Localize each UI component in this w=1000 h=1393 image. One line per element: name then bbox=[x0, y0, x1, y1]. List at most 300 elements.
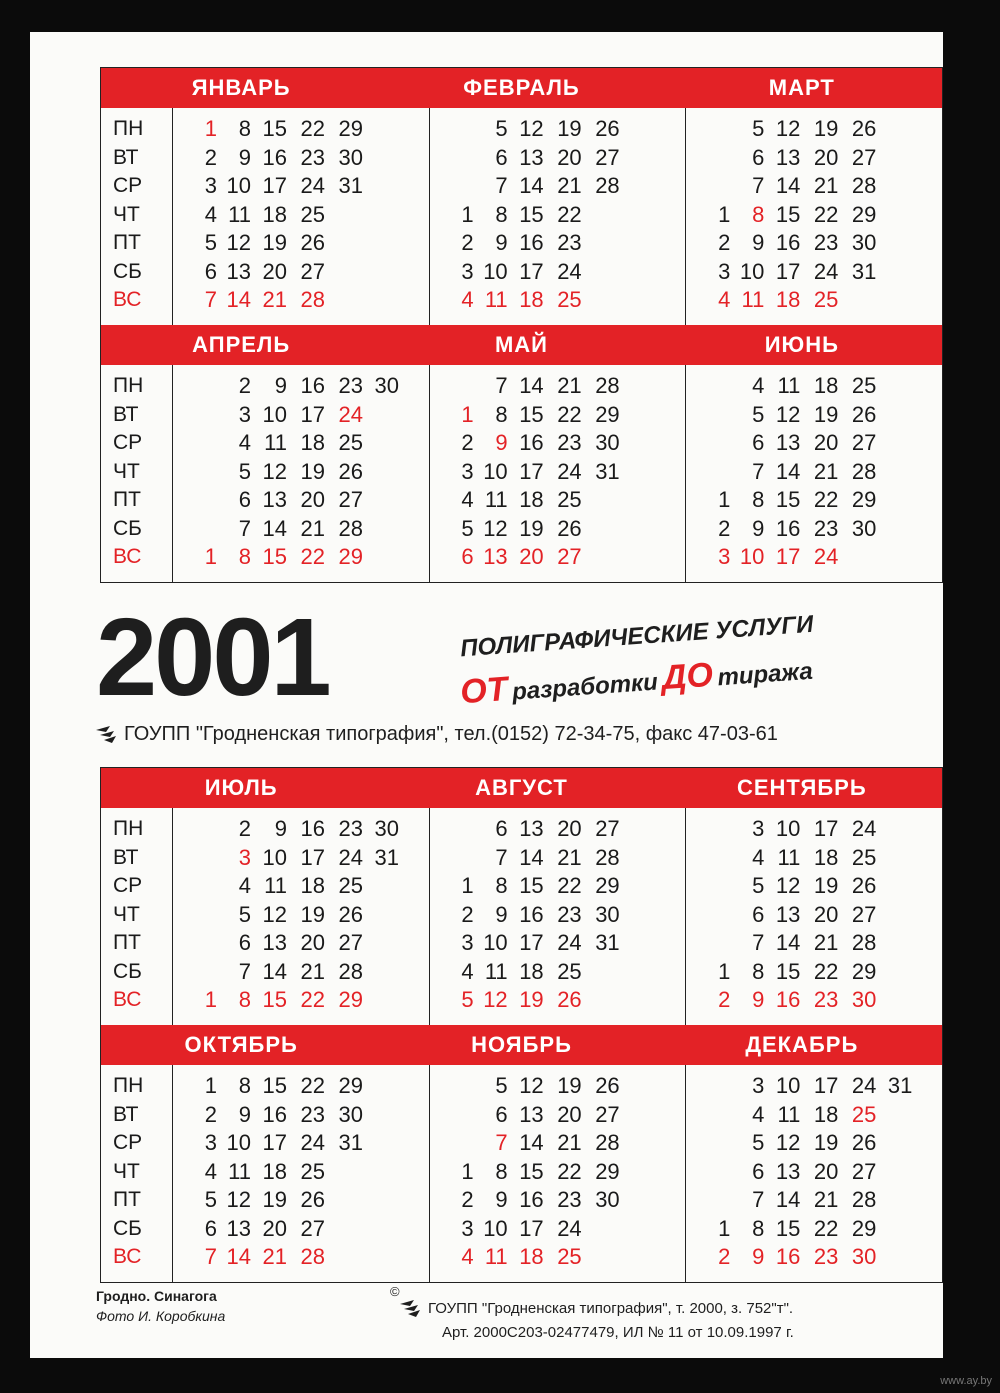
day-cell: 18 bbox=[519, 287, 544, 312]
day-cell: 7 bbox=[238, 515, 251, 541]
week-column bbox=[291, 115, 325, 315]
day-cell: 9 bbox=[274, 816, 287, 841]
day-cell: 11 bbox=[484, 287, 508, 312]
week-column bbox=[217, 372, 251, 572]
day-cell: 5 bbox=[461, 515, 474, 541]
day-cell: 9 bbox=[752, 230, 765, 255]
day-cell: 2 bbox=[204, 144, 217, 170]
day-cell: 10 bbox=[739, 258, 765, 284]
day-cell: 23 bbox=[813, 230, 839, 255]
weekday-label: СБ bbox=[113, 959, 142, 983]
day-cell: 27 bbox=[851, 901, 877, 927]
week-column bbox=[365, 815, 399, 1015]
day-cell: 13 bbox=[519, 816, 544, 841]
month-grid bbox=[430, 365, 687, 582]
day-cell: 30 bbox=[595, 901, 620, 927]
day-cell: 12 bbox=[775, 116, 801, 141]
day-cell: 21 bbox=[300, 515, 325, 541]
day-cell: 11 bbox=[264, 430, 287, 455]
week-column bbox=[217, 1072, 251, 1272]
day-cell: 25 bbox=[338, 873, 363, 898]
week-column bbox=[730, 372, 764, 572]
day-cell: 21 bbox=[813, 173, 839, 198]
day-cell: 31 bbox=[887, 1073, 913, 1098]
month-grid bbox=[686, 808, 942, 1025]
day-cell: 15 bbox=[262, 1073, 287, 1098]
day-cell: 28 bbox=[595, 1130, 620, 1155]
week-column bbox=[842, 372, 876, 572]
day-cell: 3 bbox=[204, 1130, 217, 1155]
week-column bbox=[291, 815, 325, 1015]
day-cell: 5 bbox=[752, 401, 765, 427]
day-cell: 23 bbox=[557, 1187, 582, 1212]
day-cell: 6 bbox=[752, 430, 765, 455]
day-cell: 31 bbox=[595, 930, 620, 955]
day-cell bbox=[365, 929, 399, 958]
day-cell: 23 bbox=[338, 816, 363, 841]
month-name: АПРЕЛЬ bbox=[192, 332, 291, 357]
day-cell bbox=[696, 172, 730, 201]
day-cell bbox=[696, 815, 730, 844]
week-column bbox=[253, 815, 287, 1015]
day-cell bbox=[696, 1186, 730, 1215]
day-cell bbox=[183, 901, 217, 930]
day-cell bbox=[842, 286, 876, 315]
day-cell: 10 bbox=[483, 458, 508, 484]
weekday-label: ЧТ bbox=[113, 459, 140, 483]
day-cell: 29 bbox=[851, 487, 877, 512]
day-cell: 1 bbox=[718, 487, 731, 512]
day-cell: 17 bbox=[519, 1215, 544, 1241]
day-cell: 22 bbox=[300, 544, 325, 569]
day-cell: 16 bbox=[775, 515, 801, 541]
day-cell: 20 bbox=[557, 816, 582, 841]
week-column bbox=[474, 815, 508, 1015]
month-grid bbox=[686, 1065, 942, 1282]
week-column bbox=[586, 815, 620, 1015]
day-cell: 13 bbox=[775, 144, 801, 170]
day-cell: 5 bbox=[495, 1073, 508, 1098]
day-cell bbox=[329, 1186, 363, 1215]
day-cell: 26 bbox=[851, 401, 877, 427]
month-grid bbox=[173, 1065, 430, 1282]
weekday-label: ЧТ bbox=[113, 902, 140, 926]
day-cell: 17 bbox=[813, 816, 839, 841]
day-cell bbox=[696, 429, 730, 458]
day-cell: 22 bbox=[557, 401, 582, 427]
printer-logo-icon bbox=[400, 1300, 422, 1318]
day-cell: 5 bbox=[204, 1187, 217, 1212]
week-column bbox=[842, 1072, 876, 1272]
month-name: ИЮНЬ bbox=[764, 332, 839, 357]
calendar-card bbox=[30, 32, 943, 1358]
day-cell: 22 bbox=[813, 201, 839, 227]
day-cell bbox=[696, 1072, 730, 1101]
printer-imprint-text: ГОУПП "Гродненская типография", т. 2000, з. 752"т". bbox=[428, 1300, 794, 1317]
slogan-to: ДО bbox=[660, 655, 715, 698]
weekday-label: ВС bbox=[113, 545, 142, 568]
day-cell: 9 bbox=[752, 987, 765, 1012]
day-cell bbox=[878, 1101, 912, 1130]
week-column bbox=[474, 1072, 508, 1272]
day-cell: 8 bbox=[495, 873, 508, 898]
month-grid bbox=[430, 108, 687, 325]
day-cell: 4 bbox=[461, 958, 474, 984]
day-cell bbox=[696, 1129, 730, 1158]
weekday-label: СР bbox=[113, 874, 143, 897]
day-cell: 19 bbox=[519, 515, 544, 541]
day-cell: 29 bbox=[338, 1073, 363, 1098]
day-cell: 4 bbox=[204, 1158, 217, 1184]
month-band-row4 bbox=[101, 1025, 942, 1065]
day-cell: 15 bbox=[519, 401, 544, 427]
printer-imprint bbox=[400, 1300, 793, 1318]
day-cell: 18 bbox=[519, 487, 544, 512]
day-cell bbox=[365, 958, 399, 987]
day-cell: 13 bbox=[483, 544, 508, 569]
day-cell: 20 bbox=[519, 544, 544, 569]
day-cell: 24 bbox=[851, 1073, 877, 1098]
day-cell: 11 bbox=[741, 287, 765, 312]
footer bbox=[30, 1284, 943, 1358]
day-cell: 9 bbox=[752, 1244, 765, 1269]
day-cell: 24 bbox=[300, 1130, 325, 1155]
day-cell: 24 bbox=[813, 544, 839, 569]
day-cell: 8 bbox=[495, 201, 508, 227]
weekday-label: ВС bbox=[113, 988, 142, 1011]
day-cell bbox=[183, 486, 217, 515]
day-cell: 25 bbox=[851, 844, 877, 870]
day-cell bbox=[365, 901, 399, 930]
month-band-row1 bbox=[101, 68, 942, 108]
day-cell: 2 bbox=[238, 373, 251, 398]
month-grid bbox=[173, 808, 430, 1025]
day-cell: 16 bbox=[775, 1244, 801, 1269]
month-name: МАЙ bbox=[494, 332, 548, 357]
day-cell: 11 bbox=[264, 873, 287, 898]
week-column bbox=[548, 372, 582, 572]
day-cell bbox=[365, 486, 399, 515]
day-cell: 21 bbox=[262, 287, 287, 312]
day-cell: 18 bbox=[300, 873, 325, 898]
day-cell: 20 bbox=[813, 901, 839, 927]
day-cell: 11 bbox=[484, 958, 508, 984]
day-cell: 23 bbox=[813, 1244, 839, 1269]
day-cell: 15 bbox=[519, 201, 544, 227]
day-cell: 15 bbox=[775, 201, 801, 227]
day-cell: 28 bbox=[851, 930, 877, 955]
day-cell: 1 bbox=[718, 1215, 731, 1241]
week-column bbox=[183, 815, 217, 1015]
day-cell: 28 bbox=[595, 844, 620, 870]
day-cell: 23 bbox=[557, 230, 582, 255]
day-cell: 15 bbox=[775, 1215, 801, 1241]
day-cell: 26 bbox=[300, 1187, 325, 1212]
day-cell: 14 bbox=[519, 1130, 544, 1155]
day-cell: 7 bbox=[495, 373, 508, 398]
week-column bbox=[329, 372, 363, 572]
day-cell: 3 bbox=[752, 816, 765, 841]
day-cell: 17 bbox=[519, 458, 544, 484]
day-cell: 6 bbox=[238, 487, 251, 512]
week-column bbox=[548, 115, 582, 315]
day-cell: 20 bbox=[262, 1215, 287, 1241]
photo-title: Гродно. Синагога bbox=[96, 1288, 217, 1304]
week-column bbox=[766, 815, 800, 1015]
week-column bbox=[586, 115, 620, 315]
day-cell: 8 bbox=[238, 1073, 251, 1098]
day-cell: 4 bbox=[238, 430, 251, 455]
day-cell: 8 bbox=[495, 401, 508, 427]
weekday-label: СБ bbox=[113, 259, 142, 283]
day-cell: 8 bbox=[752, 201, 765, 227]
day-cell: 13 bbox=[226, 1215, 251, 1241]
week-column bbox=[548, 815, 582, 1015]
day-cell: 19 bbox=[300, 901, 325, 927]
day-cell: 2 bbox=[461, 1187, 474, 1212]
day-cell bbox=[696, 929, 730, 958]
day-cell: 23 bbox=[557, 430, 582, 455]
month-name: ФЕВРАЛЬ bbox=[463, 75, 580, 100]
day-cell: 22 bbox=[813, 958, 839, 984]
month-grid bbox=[430, 1065, 687, 1282]
week-column bbox=[440, 815, 474, 1015]
day-cell: 3 bbox=[461, 1215, 474, 1241]
weekday-label: ПН bbox=[113, 374, 144, 397]
day-cell: 5 bbox=[238, 458, 251, 484]
week-column bbox=[217, 115, 251, 315]
week-column bbox=[804, 815, 838, 1015]
day-cell: 20 bbox=[557, 144, 582, 170]
day-cell: 11 bbox=[228, 201, 251, 227]
day-cell: 6 bbox=[495, 816, 508, 841]
day-cell: 26 bbox=[851, 1130, 877, 1155]
week-column bbox=[766, 115, 800, 315]
day-cell bbox=[586, 201, 620, 230]
week-column bbox=[183, 1072, 217, 1272]
day-cell: 6 bbox=[752, 1158, 765, 1184]
day-cell: 31 bbox=[338, 173, 363, 198]
day-cell: 23 bbox=[557, 901, 582, 927]
day-cell: 4 bbox=[461, 1244, 474, 1269]
day-cell: 5 bbox=[461, 987, 474, 1012]
day-cell: 11 bbox=[777, 1101, 801, 1127]
photo-credit: Фото И. Коробкина bbox=[96, 1308, 226, 1324]
day-cell: 22 bbox=[300, 987, 325, 1012]
day-cell: 29 bbox=[595, 1158, 620, 1184]
week-column bbox=[878, 1072, 912, 1272]
day-cell: 13 bbox=[262, 487, 287, 512]
day-cell: 30 bbox=[595, 1187, 620, 1212]
day-cell: 3 bbox=[718, 544, 731, 569]
week-column bbox=[183, 372, 217, 572]
slogan-mid: разработки bbox=[511, 668, 659, 706]
day-cell: 23 bbox=[300, 1101, 325, 1127]
day-cell: 11 bbox=[484, 1244, 508, 1269]
day-cell: 6 bbox=[204, 1215, 217, 1241]
weekday-label: ВТ bbox=[113, 845, 139, 869]
day-cell: 10 bbox=[483, 258, 508, 284]
month-row bbox=[101, 1065, 942, 1282]
day-cell: 9 bbox=[238, 1101, 251, 1127]
month-band-row2 bbox=[101, 325, 942, 365]
weekday-label: ВС bbox=[113, 1245, 142, 1268]
day-cell bbox=[329, 1243, 363, 1272]
day-cell: 25 bbox=[557, 1244, 582, 1269]
day-cell: 2 bbox=[718, 230, 731, 255]
week-column bbox=[474, 372, 508, 572]
day-cell: 29 bbox=[338, 987, 363, 1012]
weekday-label: ПТ bbox=[113, 231, 141, 254]
day-cell bbox=[696, 872, 730, 901]
weekday-label: ЧТ bbox=[113, 1159, 140, 1183]
day-cell: 2 bbox=[204, 1101, 217, 1127]
day-cell: 19 bbox=[519, 987, 544, 1012]
day-cell: 19 bbox=[262, 1187, 287, 1212]
day-cell bbox=[183, 815, 217, 844]
day-cell: 2 bbox=[461, 901, 474, 927]
weekday-label: ПТ bbox=[113, 1188, 141, 1211]
calendar-block-first-half bbox=[100, 67, 943, 583]
day-cell: 31 bbox=[595, 458, 620, 484]
day-cell bbox=[365, 429, 399, 458]
week-column bbox=[586, 372, 620, 572]
day-cell: 17 bbox=[775, 544, 801, 569]
day-cell: 13 bbox=[775, 1158, 801, 1184]
week-column bbox=[804, 372, 838, 572]
day-cell: 6 bbox=[204, 258, 217, 284]
day-cell: 15 bbox=[262, 987, 287, 1012]
day-cell: 29 bbox=[851, 201, 877, 227]
day-cell: 26 bbox=[595, 1073, 620, 1098]
day-cell: 4 bbox=[718, 287, 731, 312]
day-cell: 1 bbox=[718, 958, 731, 984]
day-cell: 17 bbox=[262, 1130, 287, 1155]
day-cell: 4 bbox=[204, 201, 217, 227]
week-column bbox=[730, 115, 764, 315]
weekday-label: СР bbox=[113, 1131, 143, 1154]
day-cell: 7 bbox=[204, 287, 217, 312]
day-cell: 7 bbox=[752, 458, 765, 484]
day-cell: 30 bbox=[851, 230, 877, 255]
day-cell: 27 bbox=[300, 258, 325, 284]
day-cell: 16 bbox=[519, 1187, 544, 1212]
week-column bbox=[766, 372, 800, 572]
day-cell: 24 bbox=[813, 258, 839, 284]
weekday-label: ВТ bbox=[113, 1102, 139, 1126]
day-cell: 6 bbox=[495, 144, 508, 170]
day-cell bbox=[365, 458, 399, 487]
month-name: СЕНТЯБРЬ bbox=[736, 775, 867, 800]
day-cell: 8 bbox=[495, 1158, 508, 1184]
day-cell bbox=[696, 1101, 730, 1130]
day-cell: 17 bbox=[813, 1073, 839, 1098]
day-cell bbox=[183, 372, 217, 401]
day-cell: 20 bbox=[557, 1101, 582, 1127]
day-cell: 13 bbox=[775, 430, 801, 455]
day-cell bbox=[696, 115, 730, 144]
slogan-from: ОТ bbox=[459, 670, 509, 712]
day-cell: 7 bbox=[752, 173, 765, 198]
day-cell: 24 bbox=[338, 401, 363, 427]
day-cell: 11 bbox=[484, 487, 508, 512]
day-cell: 25 bbox=[300, 201, 325, 227]
day-cell bbox=[440, 115, 474, 144]
week-column bbox=[253, 115, 287, 315]
day-cell: 7 bbox=[204, 1244, 217, 1269]
day-cell: 9 bbox=[238, 144, 251, 170]
day-cell bbox=[183, 929, 217, 958]
day-cell: 13 bbox=[519, 1101, 544, 1127]
day-cell: 3 bbox=[204, 173, 217, 198]
day-cell bbox=[586, 286, 620, 315]
weekday-label: ПН bbox=[113, 817, 144, 840]
day-cell: 4 bbox=[461, 487, 474, 512]
day-cell: 4 bbox=[752, 844, 765, 870]
day-cell: 25 bbox=[557, 487, 582, 512]
day-cell: 20 bbox=[300, 487, 325, 512]
day-cell: 19 bbox=[262, 230, 287, 255]
week-column bbox=[217, 815, 251, 1015]
day-cell: 30 bbox=[851, 515, 877, 541]
day-cell: 17 bbox=[775, 258, 801, 284]
weekday-label: ЧТ bbox=[113, 202, 140, 226]
day-cell: 14 bbox=[519, 173, 544, 198]
day-cell: 21 bbox=[813, 930, 839, 955]
day-cell: 10 bbox=[483, 930, 508, 955]
day-cell bbox=[878, 1158, 912, 1187]
day-cell: 30 bbox=[374, 373, 399, 398]
month-name: НОЯБРЬ bbox=[471, 1032, 572, 1057]
day-cell: 7 bbox=[238, 958, 251, 984]
day-cell bbox=[440, 172, 474, 201]
day-cell: 10 bbox=[226, 1130, 251, 1155]
day-cell: 9 bbox=[274, 373, 287, 398]
day-cell bbox=[586, 258, 620, 287]
day-cell: 29 bbox=[595, 401, 620, 427]
day-cell: 16 bbox=[775, 230, 801, 255]
weekday-label: СР bbox=[113, 431, 143, 454]
day-cell: 25 bbox=[851, 1101, 877, 1127]
month-name: ДЕКАБРЬ bbox=[745, 1032, 859, 1057]
day-cell: 27 bbox=[851, 430, 877, 455]
day-cell bbox=[329, 229, 363, 258]
day-cell: 8 bbox=[752, 487, 765, 512]
weekday-label: ВТ bbox=[113, 402, 139, 426]
copyright-mark: © bbox=[390, 1284, 400, 1299]
day-cell bbox=[696, 458, 730, 487]
day-cell: 26 bbox=[851, 116, 877, 141]
weekday-label: ВС bbox=[113, 288, 142, 311]
day-cell: 28 bbox=[338, 515, 363, 541]
day-cell: 10 bbox=[262, 844, 287, 870]
day-cell: 27 bbox=[595, 144, 620, 170]
day-cell: 9 bbox=[495, 901, 508, 927]
day-cell: 21 bbox=[557, 1130, 582, 1155]
day-cell: 5 bbox=[204, 230, 217, 255]
day-cell: 28 bbox=[595, 373, 620, 398]
day-cell: 13 bbox=[519, 144, 544, 170]
day-cell: 14 bbox=[775, 458, 801, 484]
day-cell: 24 bbox=[557, 258, 582, 284]
month-name: АВГУСТ bbox=[475, 775, 568, 800]
week-column bbox=[329, 1072, 363, 1272]
day-cell: 24 bbox=[557, 1215, 582, 1241]
day-cell: 1 bbox=[204, 544, 217, 569]
day-cell: 5 bbox=[752, 873, 765, 898]
day-cell: 10 bbox=[775, 816, 801, 841]
calendar-block-second-half bbox=[100, 767, 943, 1283]
